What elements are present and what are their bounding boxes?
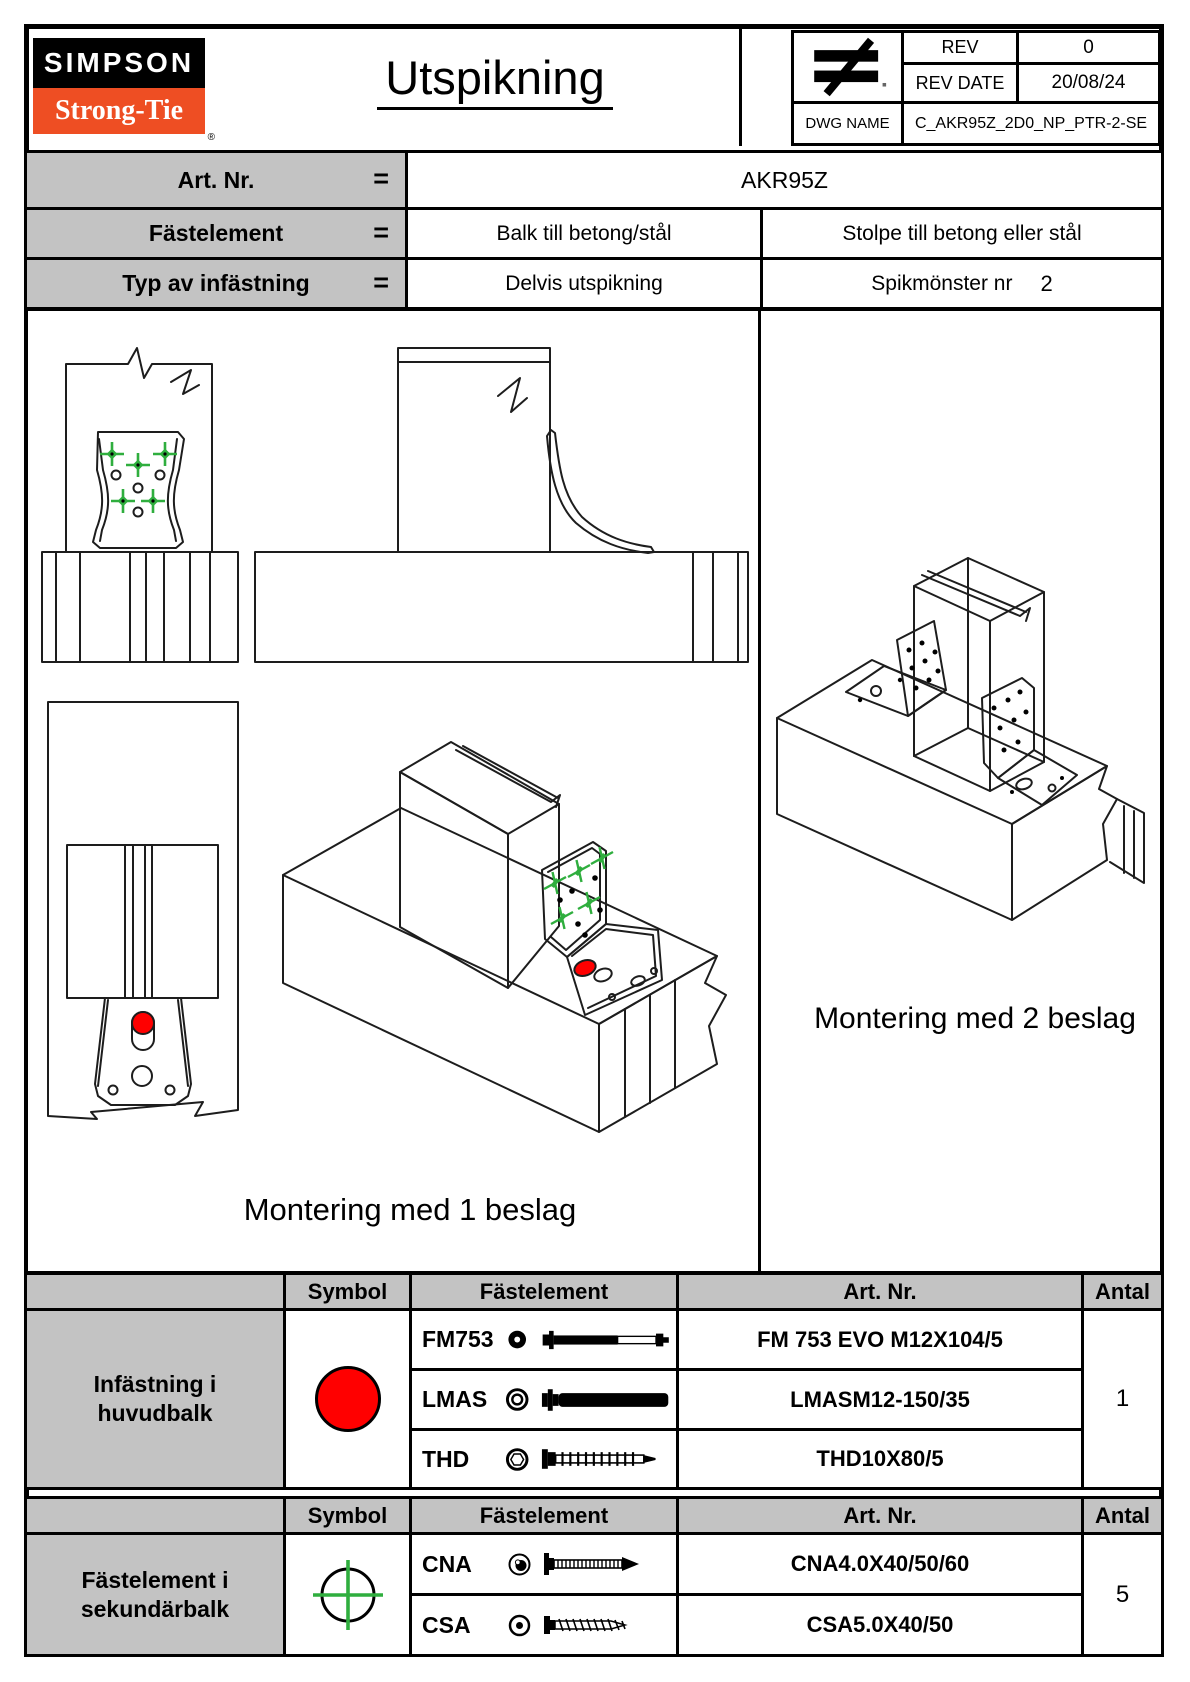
page-title: Utspikning: [377, 51, 612, 110]
antal-value: 5: [1115, 1580, 1130, 1608]
tableB-group-cell: [24, 1532, 286, 1657]
tableA-header-artnr: [676, 1272, 1084, 1311]
group-label-line2: sekundärbalk: [80, 1595, 230, 1622]
group-label-line1: Fästelement i: [81, 1566, 229, 1593]
tableB-header-antal: [1081, 1496, 1164, 1535]
fastener-code: CNA: [422, 1550, 472, 1577]
header-symbol-label: Symbol: [307, 1502, 388, 1528]
antal-value: 1: [1115, 1385, 1130, 1412]
rev-date-value: 20/08/24: [1051, 72, 1126, 93]
side-view-drawing: [250, 326, 760, 678]
header-antal-label: Antal: [1095, 1278, 1150, 1304]
caption-one-bracket: Montering med 1 beslag: [243, 1192, 577, 1227]
fastelement-right-value: Stolpe till betong eller stål: [842, 221, 1082, 245]
isometric-two-brackets-drawing: [772, 528, 1162, 958]
artnr-value: FM 753 EVO M12X104/5: [757, 1326, 1003, 1352]
cna-nail-icon: [541, 1550, 671, 1578]
green-crosshair-circle-icon: [307, 1554, 389, 1636]
group-label-line2: huvudbalk: [97, 1400, 213, 1426]
projection-symbol-box: [791, 30, 904, 104]
not-equal-projection-icon: [800, 36, 895, 98]
cna-head-icon: [506, 1551, 533, 1578]
tableA-header-antal: [1081, 1272, 1164, 1311]
tableB-header-artnr: [676, 1496, 1084, 1535]
rev-label-cell: [901, 30, 1019, 65]
fastener-code: CSA: [422, 1611, 471, 1638]
fastener-code: LMAS: [422, 1386, 488, 1412]
logo-strongtie-box: [33, 88, 205, 134]
tableA-header-blank: [24, 1272, 286, 1311]
dwg-name-label: DWG NAME: [805, 115, 890, 132]
artnr-value: AKR95Z: [741, 166, 828, 193]
lmas-anchor-bolt-icon: [539, 1386, 676, 1414]
tableA-header-fastener: [409, 1272, 679, 1311]
info-label-fastelement-cell: [24, 207, 408, 260]
fm753-bolt-icon: [539, 1326, 676, 1354]
header-antal-label: Antal: [1095, 1502, 1150, 1528]
dwg-name-value-cell: [901, 101, 1161, 146]
fastener-row-lmas: [409, 1368, 679, 1431]
tableA-symbol-cell: [283, 1308, 412, 1490]
logo-strongtie-text: Strong-Tie: [54, 95, 184, 126]
artnr-value: CNA4.0X40/50/60: [790, 1551, 970, 1576]
fastener-code: FM753: [422, 1326, 494, 1352]
header-artnr-label: Art. Nr.: [843, 1502, 917, 1528]
tableB-header-blank: [24, 1496, 286, 1535]
registered-mark: ®: [207, 132, 215, 143]
fastener-row-thd: [409, 1428, 679, 1490]
csa-head-icon: [506, 1612, 533, 1639]
dwg-name-label-cell: [791, 101, 904, 146]
tableA-antal-cell: [1081, 1308, 1164, 1490]
fastener-code: THD: [422, 1445, 470, 1472]
csa-screw-icon: [541, 1611, 671, 1639]
tableB-antal-cell: [1081, 1532, 1164, 1657]
info-label-fastelement: Fästelement: [148, 220, 284, 246]
logo-simpson-box: [33, 38, 205, 88]
fastelement-left-value: Balk till betong/stål: [496, 221, 672, 245]
info-value-artnr-cell: [405, 150, 1164, 210]
tableA-group-cell: [24, 1308, 286, 1490]
info-label-artnr: Art. Nr.: [177, 166, 255, 193]
artnr-value: THD10X80/5: [816, 1446, 944, 1471]
rev-value-cell: [1016, 30, 1161, 65]
spikmonster-cell: [760, 257, 1164, 310]
typ-left-cell: [405, 257, 763, 310]
header-divider: [739, 28, 742, 146]
header-symbol-label: Symbol: [307, 1278, 388, 1304]
fastener-row-fm753: [409, 1308, 679, 1371]
caption-two-brackets: Montering med 2 beslag: [814, 1002, 1136, 1035]
artnr-cell-thd: [676, 1428, 1084, 1490]
spikmonster-label: Spikmönster nr: [871, 271, 1013, 295]
fastener-row-csa: [409, 1593, 679, 1657]
red-filled-circle-icon: [315, 1366, 381, 1432]
header-fastener-label: Fästelement: [479, 1502, 609, 1528]
isometric-one-bracket-drawing: [260, 688, 750, 1193]
tableA-header-symbol: [283, 1272, 412, 1311]
simpson-strongtie-logo: [33, 38, 215, 143]
fastelement-right-cell: [760, 207, 1164, 260]
header-fastener-label: Fästelement: [479, 1278, 609, 1304]
equals-sign: =: [373, 216, 389, 247]
fastelement-left-cell: [405, 207, 763, 260]
thd-threaded-screw-icon: [539, 1445, 676, 1473]
artnr-cell-csa: [676, 1593, 1084, 1657]
equals-sign: =: [373, 163, 389, 194]
rev-date-value-cell: [1016, 62, 1161, 104]
artnr-cell-cna: [676, 1532, 1084, 1596]
front-view-drawing: [36, 326, 244, 678]
artnr-value: CSA5.0X40/50: [806, 1612, 954, 1637]
artnr-value: LMASM12-150/35: [790, 1386, 970, 1412]
tableB-header-symbol: [283, 1496, 412, 1535]
typ-left-value: Delvis utspikning: [505, 271, 663, 295]
artnr-cell-lmas: [676, 1368, 1084, 1431]
dwg-name-value: C_AKR95Z_2D0_NP_PTR-2-SE: [914, 114, 1148, 132]
spikmonster-number: 2: [1040, 270, 1053, 296]
rev-date-label-cell: [901, 62, 1019, 104]
lmas-head-icon: [504, 1386, 530, 1413]
info-label-artnr-cell: [24, 150, 408, 210]
rev-value: 0: [1083, 36, 1094, 58]
info-label-typ: Typ av infästning: [122, 270, 310, 296]
fastener-row-cna: [409, 1532, 679, 1596]
rev-date-label: REV DATE: [915, 72, 1005, 93]
sheet-title-wrap: [280, 50, 710, 105]
header-artnr-label: Art. Nr.: [843, 1278, 917, 1304]
tableB-symbol-cell: [283, 1532, 412, 1657]
thd-head-icon: [504, 1446, 530, 1473]
plan-view-drawing: [45, 698, 245, 1120]
equals-sign: =: [373, 266, 389, 297]
tableB-header-fastener: [409, 1496, 679, 1535]
artnr-cell-fm753: [676, 1308, 1084, 1371]
group-label-line1: Infästning i: [93, 1371, 217, 1398]
logo-simpson-text: SIMPSON: [43, 47, 195, 78]
info-label-typ-cell: [24, 257, 408, 310]
fm753-head-icon: [504, 1326, 530, 1353]
rev-label: REV: [941, 37, 979, 57]
